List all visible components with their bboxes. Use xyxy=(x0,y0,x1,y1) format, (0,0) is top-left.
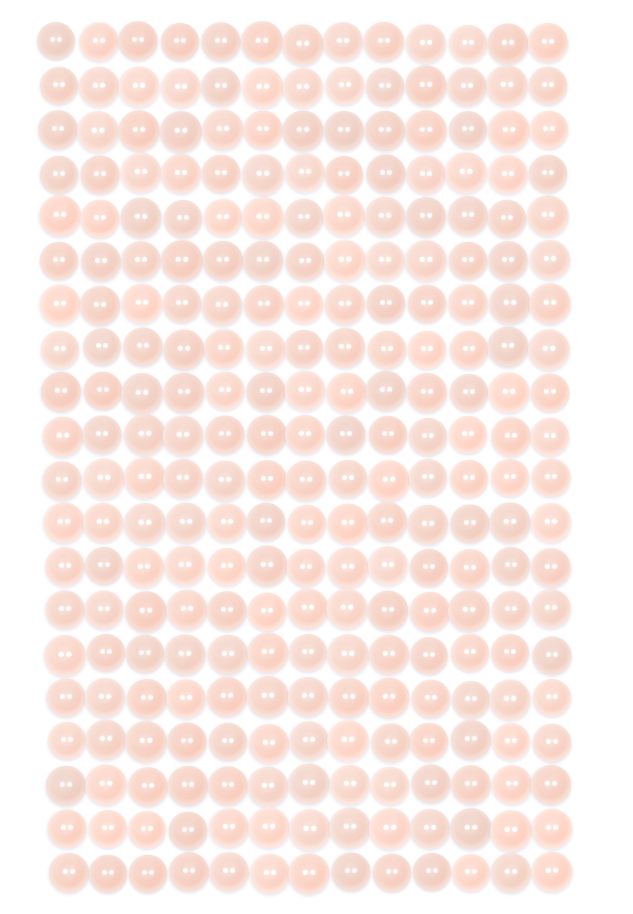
pearl xyxy=(163,373,204,414)
pearl xyxy=(451,720,492,761)
pearl xyxy=(323,22,363,62)
pearl xyxy=(249,723,289,763)
pearl xyxy=(118,110,160,152)
pearl xyxy=(287,677,327,717)
pearl xyxy=(163,329,204,370)
pearl xyxy=(450,460,489,499)
pearl xyxy=(83,416,122,455)
pearl xyxy=(532,724,571,763)
pearl xyxy=(121,241,161,281)
pearl xyxy=(86,720,127,761)
pearl xyxy=(367,331,406,370)
pearl xyxy=(285,415,325,455)
pearl xyxy=(285,461,326,502)
pearl xyxy=(160,111,202,153)
pearl xyxy=(208,766,248,806)
pearl xyxy=(165,502,206,543)
pearl xyxy=(449,374,488,413)
pearl xyxy=(207,677,247,717)
pearl xyxy=(250,854,290,894)
pearl xyxy=(530,283,572,325)
pearl xyxy=(372,854,411,893)
pearl xyxy=(163,459,203,499)
pearl xyxy=(368,546,408,586)
pearl xyxy=(408,331,447,370)
pearl xyxy=(241,21,283,63)
pearl xyxy=(247,592,286,631)
pearl xyxy=(289,634,327,672)
pearl xyxy=(369,415,408,454)
pearl xyxy=(39,195,81,237)
pearl xyxy=(407,504,448,545)
pearl xyxy=(243,240,284,281)
pearl xyxy=(285,154,325,194)
pearl xyxy=(407,373,447,413)
pearl xyxy=(120,197,161,238)
pearl xyxy=(122,373,164,415)
pearl xyxy=(364,22,404,62)
pearl xyxy=(81,200,120,239)
pearl xyxy=(452,681,490,719)
pearl xyxy=(165,634,206,675)
pearl xyxy=(201,22,241,62)
pearl xyxy=(124,457,166,499)
pearl xyxy=(247,632,288,673)
pearl xyxy=(85,678,125,718)
pearl xyxy=(202,154,241,193)
pearl xyxy=(528,196,570,238)
pearl xyxy=(285,286,324,325)
pearl xyxy=(247,676,289,718)
pearl xyxy=(122,284,163,325)
pearl xyxy=(244,110,283,149)
pearl xyxy=(205,329,245,369)
pearl xyxy=(327,634,369,676)
pearl xyxy=(367,285,406,324)
pearl xyxy=(86,764,127,805)
pearl xyxy=(326,415,365,454)
pearl xyxy=(450,808,492,850)
pearl xyxy=(450,505,489,544)
pearl xyxy=(285,371,326,412)
pearl xyxy=(85,547,123,585)
pearl xyxy=(410,809,450,849)
pearl xyxy=(247,766,288,807)
pearl xyxy=(287,549,326,588)
pearl xyxy=(163,199,202,238)
pearl xyxy=(325,66,364,105)
pearl xyxy=(492,591,530,629)
pearl xyxy=(410,637,448,675)
pearl xyxy=(89,855,128,894)
pearl xyxy=(366,371,407,412)
pearl xyxy=(83,458,124,499)
pearl xyxy=(328,503,369,544)
pearl xyxy=(328,720,370,762)
pearl xyxy=(46,678,85,717)
pearl xyxy=(202,286,243,327)
pearl xyxy=(288,854,330,896)
pearl xyxy=(367,502,407,542)
pearl xyxy=(332,852,371,891)
pearl xyxy=(283,68,323,108)
pearl xyxy=(531,548,571,588)
pearl xyxy=(449,415,488,454)
pearl xyxy=(46,766,87,807)
pearl xyxy=(448,589,490,631)
pearl xyxy=(491,417,531,457)
pearl xyxy=(492,723,530,761)
pearl xyxy=(287,505,326,544)
pearl xyxy=(201,68,240,107)
pearl xyxy=(410,591,451,632)
pearl xyxy=(449,241,488,280)
pearl xyxy=(282,24,324,66)
pearl xyxy=(491,459,530,498)
pearl xyxy=(365,197,406,238)
pearl xyxy=(492,765,532,805)
pearl xyxy=(448,196,488,236)
pearl xyxy=(205,372,244,411)
pearl xyxy=(369,635,409,675)
pearl xyxy=(531,852,572,893)
pearl xyxy=(128,811,166,849)
pearl xyxy=(118,22,158,62)
pearl xyxy=(489,284,531,326)
pearl xyxy=(490,679,531,720)
pearl xyxy=(406,25,446,65)
pearl xyxy=(42,461,82,501)
pearl xyxy=(129,855,168,894)
pearl xyxy=(80,286,120,326)
pearl xyxy=(406,155,445,194)
pearl xyxy=(487,327,528,368)
pearl xyxy=(206,415,245,454)
pearl xyxy=(325,284,365,324)
pearl xyxy=(284,198,323,237)
pearl xyxy=(368,460,410,502)
pearl xyxy=(80,155,120,195)
pearl xyxy=(451,634,490,673)
pearl xyxy=(370,767,409,806)
pearl xyxy=(84,371,123,410)
pearl xyxy=(208,547,247,586)
pearl xyxy=(325,155,363,193)
pearl xyxy=(531,589,571,629)
pearl xyxy=(285,242,324,281)
pearl xyxy=(243,154,285,196)
pearl xyxy=(369,808,411,850)
pearl xyxy=(405,240,447,282)
pearl xyxy=(408,284,447,323)
pearl xyxy=(207,591,247,631)
pearl xyxy=(79,66,120,107)
pearl xyxy=(406,197,446,237)
pearl xyxy=(38,110,78,150)
pearl xyxy=(127,679,167,719)
pearl xyxy=(202,109,243,150)
pearl xyxy=(410,723,449,762)
pearl xyxy=(83,503,123,543)
pearl xyxy=(327,589,368,630)
pearl xyxy=(202,241,242,281)
pearl xyxy=(488,23,529,64)
pearl xyxy=(533,679,571,717)
pearl xyxy=(248,807,289,848)
pearl xyxy=(490,810,532,852)
pearl xyxy=(208,635,249,676)
pearl xyxy=(209,852,249,892)
pearl xyxy=(39,285,80,326)
pearl xyxy=(285,330,324,369)
pearl xyxy=(371,723,411,763)
pearl xyxy=(163,416,204,457)
pearl xyxy=(205,461,246,502)
pearl xyxy=(529,67,568,106)
pearl xyxy=(83,328,121,366)
pearl xyxy=(247,460,287,500)
pearl xyxy=(119,67,160,108)
pearl xyxy=(489,503,530,544)
pearl xyxy=(125,635,164,674)
pearl xyxy=(530,373,569,412)
pearl xyxy=(207,504,246,543)
pearl xyxy=(124,548,164,588)
pearl xyxy=(528,23,568,63)
pearl xyxy=(452,854,490,892)
pearl xyxy=(88,810,127,849)
pearl xyxy=(41,372,82,413)
pearl xyxy=(289,764,330,805)
pearl xyxy=(445,152,487,194)
pearl xyxy=(488,111,530,153)
pearl xyxy=(44,635,86,677)
pearl xyxy=(491,634,529,672)
pearl xyxy=(366,154,406,194)
pearl xyxy=(406,65,447,106)
pearl xyxy=(330,807,371,848)
pearl xyxy=(124,414,166,456)
pearl xyxy=(448,25,487,64)
pearl xyxy=(244,285,284,325)
pearl xyxy=(528,330,570,372)
pearl xyxy=(491,853,531,893)
pearl xyxy=(165,545,206,586)
pearl xyxy=(242,67,283,108)
pearl xyxy=(329,678,370,719)
pearl xyxy=(451,766,491,806)
pearl xyxy=(533,636,572,675)
pearl xyxy=(209,723,248,762)
pearl xyxy=(247,415,287,455)
pearl xyxy=(246,372,286,412)
pearl xyxy=(289,809,331,851)
pearl xyxy=(328,459,367,498)
pearl xyxy=(128,767,168,807)
pearl xyxy=(368,591,409,632)
pearl xyxy=(124,503,166,545)
pearl xyxy=(169,852,209,892)
pearl xyxy=(45,590,85,630)
pearl xyxy=(39,241,78,280)
pearl xyxy=(125,721,167,763)
pearl xyxy=(246,545,288,587)
pearl xyxy=(529,110,568,149)
pearl xyxy=(408,459,446,497)
pearl xyxy=(242,197,284,239)
pearl xyxy=(167,722,206,761)
pearl xyxy=(324,111,364,151)
pearl xyxy=(167,766,208,807)
pearl xyxy=(209,808,249,848)
pearl xyxy=(406,110,448,152)
pearl xyxy=(79,22,119,62)
pearl xyxy=(48,722,86,760)
pearl xyxy=(161,23,199,61)
pearl xyxy=(366,68,405,107)
pearl xyxy=(87,634,125,672)
pearl xyxy=(327,547,369,589)
pearl xyxy=(448,285,488,325)
pearl xyxy=(287,589,328,630)
pearl xyxy=(48,853,89,894)
pearl xyxy=(162,69,202,109)
pearl xyxy=(125,591,167,633)
pearl xyxy=(325,328,366,369)
pearl xyxy=(410,549,449,588)
pearl xyxy=(123,328,162,367)
pearl xyxy=(449,111,487,149)
pearl xyxy=(84,591,123,630)
pearl xyxy=(450,549,490,589)
pearl xyxy=(323,195,365,237)
pearl xyxy=(488,241,528,281)
pearl xyxy=(47,810,86,849)
pearl xyxy=(488,155,528,195)
pearl xyxy=(45,547,85,587)
pearl xyxy=(532,808,573,849)
pearl xyxy=(40,156,79,195)
pearl xyxy=(43,502,84,543)
pearl xyxy=(492,547,531,586)
pearl xyxy=(486,66,528,108)
pearl xyxy=(41,331,80,370)
pearl xyxy=(43,417,84,458)
pearl xyxy=(161,240,203,282)
pearl xyxy=(203,199,241,237)
pearl xyxy=(447,67,487,107)
pearl xyxy=(531,765,572,806)
pearl xyxy=(247,503,286,542)
pearl xyxy=(166,679,206,719)
pearl xyxy=(411,765,450,804)
pearl xyxy=(163,284,202,323)
pearl xyxy=(246,331,286,371)
pearl xyxy=(326,373,367,414)
pearl xyxy=(324,240,366,282)
pearl xyxy=(37,22,75,60)
pearl xyxy=(364,111,405,152)
pearl xyxy=(530,240,570,280)
pearl xyxy=(168,811,207,850)
pearl xyxy=(77,111,119,153)
pearl xyxy=(161,154,201,194)
pearl xyxy=(368,678,409,719)
pearl xyxy=(365,241,404,280)
pearl xyxy=(411,679,450,718)
pearl xyxy=(413,852,452,891)
pearl xyxy=(408,418,447,457)
pearl xyxy=(282,111,323,152)
pearl xyxy=(330,764,370,804)
pearl xyxy=(81,242,121,282)
pearl xyxy=(531,503,571,543)
pearl xyxy=(166,589,207,630)
pearl xyxy=(40,67,79,106)
pearl xyxy=(489,372,530,413)
pearl xyxy=(488,200,527,239)
pearl xyxy=(530,418,569,457)
pearl xyxy=(531,459,570,498)
pearl xyxy=(289,722,329,762)
pearl xyxy=(529,154,568,193)
pearl xyxy=(450,330,489,369)
pearl xyxy=(121,153,162,194)
